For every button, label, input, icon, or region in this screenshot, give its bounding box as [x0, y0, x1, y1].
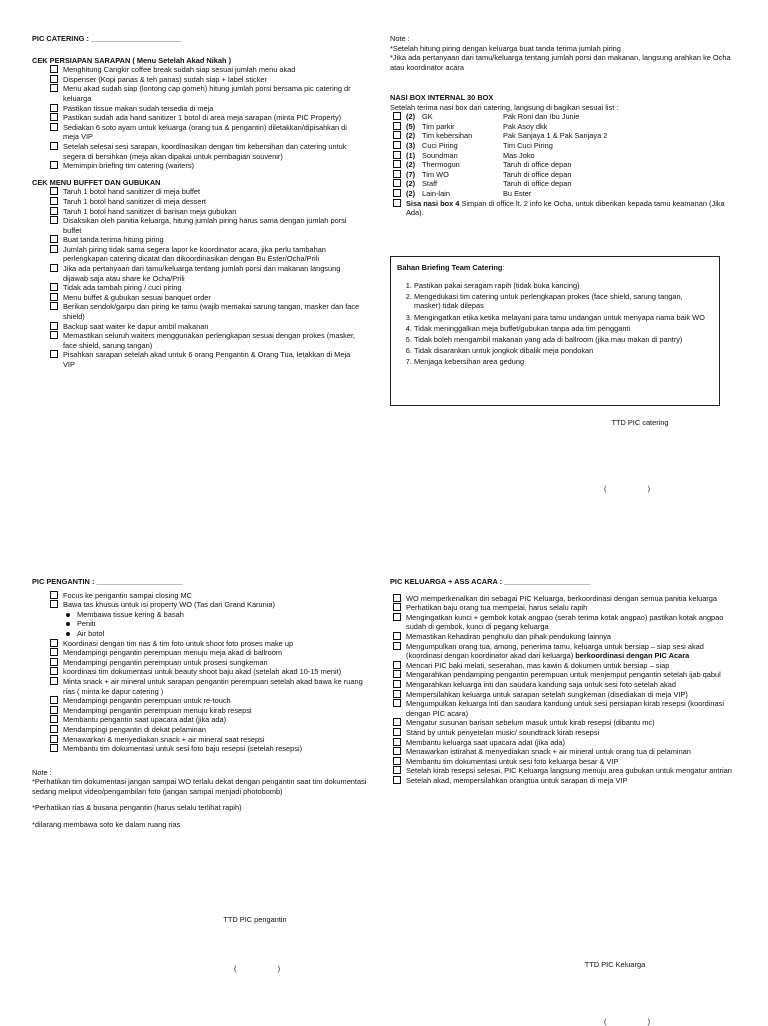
list-item: [393, 632, 735, 642]
list-item: [393, 757, 735, 767]
checkbox-icon: [50, 658, 58, 666]
list-item: [50, 75, 362, 85]
list-item-text: Minta snack + air mineral untuk sarapan pengantin perempuan setelah akad bawa ke ruang rias ( minta ke dapur catering ): [63, 676, 363, 696]
list-item-text: Mengatur susunan barisan sebelum masuk untuk kirab resepsi (dibantu mc): [406, 718, 655, 728]
list-item-text: Mempersilahkan keluarga untuk sarapan setelah sungkeman (disediakan di meja VIP): [406, 689, 688, 699]
checkbox-icon: [50, 75, 58, 83]
list-item-text: Taruh 1 botol hand sanitizer di meja buffet: [63, 187, 201, 197]
checkbox-icon: [50, 639, 58, 647]
list-item: [393, 670, 735, 680]
list-item: [393, 728, 735, 738]
nasi-row: [393, 141, 735, 151]
sub-list-item-text: Air botol: [77, 628, 105, 638]
nasi-recipient: GK: [422, 112, 433, 122]
checkbox-icon: [50, 696, 58, 704]
nasi-box-title: NASI BOX INTERNAL 30 BOX: [390, 93, 494, 102]
list-item: [50, 667, 367, 677]
sub-list-item: [64, 619, 367, 629]
list-item: [393, 747, 735, 757]
ttd-catering-paren: [560, 474, 690, 493]
nasi-row: [393, 170, 735, 180]
nasi-pic: Tim Cuci Piring: [503, 140, 553, 150]
nasi-count: (5): [406, 121, 416, 131]
nasi-box-section: [390, 93, 735, 218]
sub-list-item: [64, 629, 367, 639]
sub-list-item-text: Membawa tissue kering & basah: [77, 609, 184, 619]
checkbox-icon: [50, 207, 58, 215]
list-item-text: Membantu tim dokumentasi untuk sesi foto keluarga besar & VIP: [406, 756, 619, 766]
list-item: [50, 331, 362, 350]
list-item: [50, 639, 367, 649]
list-item: [50, 706, 367, 716]
ttd-catering: [560, 418, 720, 428]
list-item: [50, 142, 362, 161]
checkbox-icon: [50, 197, 58, 205]
list-item-text: Tidak ada tambah piring / cuci piring: [63, 283, 182, 293]
list-item-text: Mengarahkan keluarga inti dan saudara kandung saja untuk sesi foto setelah akad: [406, 679, 676, 689]
list-item-text: Memastikan kehadiran penghulu dan pihak pendukung lainnya: [406, 631, 612, 641]
list-item-text: Memimpin briefing tim catering (waiters): [63, 161, 195, 171]
list-item: [50, 104, 362, 114]
checkbox-icon: [50, 591, 58, 599]
list-item-text: Menu buffet & gubukan sesuai banquet order: [63, 292, 211, 302]
checkbox-icon: [393, 738, 401, 746]
list-item: [393, 699, 735, 718]
bullet-icon: [66, 613, 70, 617]
list-item-text: Mendampingi pengantin perempuan menuju kirab resepsi: [63, 705, 252, 715]
nasi-count: (2): [406, 160, 416, 170]
list-item-text: Mendampingi pengantin perempuan untuk prosesi sungkeman: [63, 657, 268, 667]
nasi-row: [393, 151, 735, 161]
checkbox-icon: [50, 283, 58, 291]
pic-keluarga-section: [390, 577, 735, 785]
briefing-colon: :: [502, 263, 505, 272]
nasi-recipient: Soundman: [422, 150, 458, 160]
checkbox-icon: [50, 302, 58, 310]
pengantin-note: *Perhatikan tim dokumentasi jangan sampai WO terlalu dekat dengan pengantin saat tim dokumentasi sedang meliput video/pengambilan foto (jangan sampai menjadi photobomb): [32, 777, 367, 796]
checkbox-icon: [50, 235, 58, 243]
briefing-item: 2. Mengedukasi tim catering untuk perlengkapan prokes (face shield, sarung tangan, masker) tidak dilepas: [414, 292, 711, 311]
checkbox-icon: [393, 718, 401, 726]
checkbox-icon: [393, 122, 401, 130]
list-item: [50, 658, 367, 668]
nasi-recipient: Thermogun: [422, 160, 460, 170]
briefing-item: 4. Tidak meninggalkan meja buffet/gubukan tanpa ada tim pengganti: [414, 324, 711, 334]
list-item-text: Focus ke pengantin sampai closing MC: [63, 590, 192, 600]
list-item: [50, 123, 362, 142]
pic-pengantin-section: [32, 577, 367, 830]
list-item: [393, 603, 735, 613]
pic-catering-title: PIC CATERING : ______________________: [32, 34, 182, 43]
checkbox-icon: [50, 123, 58, 131]
checkbox-icon: [50, 706, 58, 714]
list-item-text: Dispenser (Kopi panas & teh panas) sudah siap + label sticker: [63, 74, 267, 84]
list-item: [393, 613, 735, 632]
list-item-text: Setelah kirab resepsi selesai, PIC Keluarga langsung menuju area gubukan untuk mengatur antrian: [406, 766, 732, 776]
nasi-pic: Bu Ester: [503, 188, 532, 198]
checkbox-icon: [393, 680, 401, 688]
list-item: [50, 113, 362, 123]
ttd-keluarga: [560, 960, 670, 970]
list-item-text: Stand by untuk penyetelan music/ soundtrack kirab resepsi: [406, 727, 600, 737]
checkbox-icon: [393, 632, 401, 640]
list-item-text: Setelah selesai sesi sarapan, koordinasikan dengan tim kebersihan dan catering untuk segera di bersihkan (meja akan dipakai untuk pembagian souvenir): [63, 141, 347, 161]
nasi-row: [393, 179, 735, 189]
checkbox-icon: [50, 725, 58, 733]
checkbox-icon: [50, 65, 58, 73]
keluarga-checklist: [390, 594, 735, 786]
ttd-pengantin-label: TTD PIC pengantin: [223, 915, 287, 924]
checkbox-icon: [50, 113, 58, 121]
buffet-checklist: [32, 187, 362, 369]
briefing-item: 5. Tidak boleh mengambil makanan yang ada di ballroom (jika mau makan di pantry): [414, 335, 711, 345]
tas-contents-list: [32, 610, 367, 639]
list-item: [50, 207, 362, 217]
sarapan-checklist: [32, 65, 362, 171]
checkbox-icon: [393, 151, 401, 159]
list-item: [393, 642, 735, 661]
pengantin-checklist: [32, 591, 367, 610]
list-item: [50, 264, 362, 283]
briefing-item: 1. Pastikan pakai seragam rapih (tidak buka kancing): [414, 281, 711, 291]
list-item: [393, 738, 735, 748]
list-item: [393, 766, 735, 776]
bullet-icon: [66, 632, 70, 636]
sub-list-item-text: Peniti: [77, 619, 96, 629]
nasi-pic: Pak Asoy dkk: [503, 121, 548, 131]
checkbox-icon: [393, 757, 401, 765]
list-item: [50, 197, 362, 207]
checkbox-icon: [393, 766, 401, 774]
checkbox-icon: [393, 690, 401, 698]
list-item: [50, 293, 362, 303]
list-item-text: Jika ada pertanyaan dari tamu/keluarga tentang jumlah porsi dan makanan langsung dijawab saja atau share ke Ocha/Prili: [63, 264, 341, 283]
list-item-text: Pastikan tissue makan sudah tersedia di meja: [63, 103, 214, 113]
checkbox-icon: [50, 677, 58, 685]
checkbox-icon: [393, 189, 401, 197]
ttd-pengantin: [195, 915, 315, 925]
nasi-count: (2): [406, 188, 416, 198]
list-item: [50, 715, 367, 725]
list-item-text: Mengarahkan pendamping pengantin perempuan untuk menjemput pengantin setelah ijab qabul: [406, 670, 721, 680]
list-item-text: Koordinasi dengan tim rias & tim foto untuk shoot foto proses make up: [63, 638, 294, 648]
checkbox-icon: [50, 104, 58, 112]
list-item-text: WO memperkenalkan diri sebagai PIC Keluarga, berkoordinasi dengan semua panitia keluarga: [406, 593, 717, 603]
list-item: [393, 594, 735, 604]
list-item-text: Pisahkan sarapan setelah akad untuk 6 orang Pengantin & Orang Tua, letakkan di Meja VIP: [63, 350, 351, 369]
checkbox-icon: [393, 603, 401, 611]
nasi-pic: Taruh di office depan: [503, 179, 572, 189]
checkbox-icon: [393, 199, 401, 207]
signature-blank: ( ): [234, 963, 281, 973]
list-item: [50, 245, 362, 264]
list-item-text: Mengingatkan kunci + gembok kotak angpao (serah terima kotak angpao) pastikan kotak angpao sudah di gembok, kunci di pegang keluarga: [406, 612, 724, 632]
checkbox-icon: [50, 142, 58, 150]
list-item-text: Berikan sendok/garpu dan piring ke tamu (wajib memakai sarung tangan, masker dan face shield): [63, 302, 360, 322]
list-item: [50, 84, 362, 103]
nasi-recipient: Lain-lain: [422, 188, 450, 198]
nasi-pic: Taruh di office depan: [503, 160, 572, 170]
checkbox-icon: [393, 613, 401, 621]
sub-list-item: [64, 610, 367, 620]
list-item-text: Perhatikan baju orang tua mempelai, harus selalu rapih: [406, 603, 588, 613]
list-item: [393, 661, 735, 671]
nasi-pic: Pak Roni dan Ibu Junie: [503, 112, 580, 122]
list-item-bold: berkoordinasi dengan PIC Acara: [575, 651, 690, 661]
checkbox-icon: [50, 667, 58, 675]
buffet-heading: CEK MENU BUFFET DAN GUBUKAN: [32, 177, 161, 187]
checkbox-icon: [50, 245, 58, 253]
nasi-pic: Taruh di office depan: [503, 169, 572, 179]
list-item-text: Buat tanda terima hitung piring: [63, 235, 164, 245]
checkbox-icon: [393, 728, 401, 736]
list-item-text: Membantu pengantin saat upacara adat (jika ada): [63, 715, 227, 725]
briefing-item: 7. Menjaga kebersihan area gedung: [414, 357, 711, 367]
briefing-item: 3. Mengingatkan etika ketika melayani para tamu undangan untuk menyapa nama baik WO: [414, 313, 711, 323]
signature-blank: ( ): [604, 1016, 651, 1026]
checkbox-icon: [50, 600, 58, 608]
list-item-text: Pastikan sudah ada hand sanitizer 1 botol di area meja sarapan (minta PIC Property): [63, 113, 342, 123]
nasi-pic: Pak Sanjaya 1 & Pak Sanjaya 2: [503, 131, 608, 141]
checkbox-icon: [393, 131, 401, 139]
checkbox-icon: [393, 747, 401, 755]
pic-catering-section: [32, 34, 362, 370]
checkbox-icon: [393, 170, 401, 178]
note-top-line: *Setelah hitung piring dengan keluarga buat tanda terima jumlah piring: [390, 43, 621, 53]
pengantin-checklist-cont: [32, 639, 367, 754]
list-item-text: Membantu tim dokumentasi untuk sesi foto baju resepsi (setelah resepsi): [63, 744, 303, 754]
list-item: [50, 725, 367, 735]
checkbox-icon: [393, 594, 401, 602]
checkbox-icon: [50, 331, 58, 339]
checkbox-icon: [393, 179, 401, 187]
pic-keluarga-title: PIC KELUARGA + ASS ACARA : _____________________: [390, 577, 591, 586]
list-item-text: Menghitung Cangkir coffee break sudah siap sesuai jumlah menu akad: [63, 65, 296, 75]
list-item: [393, 690, 735, 700]
sisa-count: Sisa nasi box 4: [406, 198, 460, 208]
list-item: [50, 161, 362, 171]
nasi-count: (7): [406, 169, 416, 179]
pic-pengantin-title: PIC PENGANTIN : _____________________: [32, 577, 183, 586]
checkbox-icon: [50, 264, 58, 272]
list-item: [50, 322, 362, 332]
nasi-count: (2): [406, 131, 416, 141]
nasi-count: (3): [406, 140, 416, 150]
checkbox-icon: [50, 322, 58, 330]
checkbox-icon: [50, 84, 58, 92]
nasi-row: [393, 131, 735, 141]
list-item: [50, 600, 367, 610]
ttd-keluarga-label: TTD PIC Keluarga: [584, 960, 646, 969]
list-item-text: Menawarkan istirahat & menyediakan snack + air mineral untuk orang tua di pelaminan: [406, 747, 691, 757]
pengantin-note: *Perhatikan rias & busana pengantin (harus selalu terlihat rapih): [32, 803, 242, 813]
list-item-text: Taruh 1 botol hand sanitizer di meja dessert: [63, 196, 206, 206]
list-item: [393, 680, 735, 690]
list-item-text: Disaksikan oleh panitia keluarga, hitung jumlah piring harus sama dengan jumlah porsi buffet: [63, 216, 347, 235]
list-item: [50, 235, 362, 245]
checkbox-icon: [393, 160, 401, 168]
list-item: [50, 677, 367, 696]
list-item: [50, 735, 367, 745]
ttd-pengantin-paren: [195, 954, 315, 973]
nasi-recipient: Tim kebersihan: [422, 131, 473, 141]
checkbox-icon: [50, 187, 58, 195]
list-item: [50, 216, 362, 235]
list-item-text: Setelah akad, mempersilahkan orangtua untuk sarapan di meja VIP: [406, 775, 628, 785]
list-item: [50, 187, 362, 197]
nasi-recipient: Cuci Piring: [422, 140, 458, 150]
briefing-list: [397, 281, 711, 367]
list-item-text: Mendampingi pengantin perempuan untuk re-touch: [63, 696, 231, 706]
list-item-text: Menawarkan & menyediakan snack + air mineral saat resepsi: [63, 734, 265, 744]
briefing-heading: [397, 263, 711, 273]
list-item-text: Mendampingi pengantin perempuan menuju meja akad di ballroom: [63, 648, 282, 658]
list-item-text: Mengumpulkan keluarga inti dan saudara kandung untuk sesi persiapan kirab resepsi (koordinasi dengan PIC acara): [406, 699, 724, 718]
briefing-title: Bahan Briefing Team Catering: [397, 263, 503, 272]
nasi-count: (1): [406, 150, 416, 160]
list-item: [50, 302, 362, 321]
list-item-text: Jumlah piring tidak sama segera lapor ke koordinator acara, jika perlu tambahan perlengkapan catering dicatat dan dikoordinasikan dengan Bu Ester/Ocha/Prili: [63, 244, 326, 264]
nasi-row: [393, 112, 735, 122]
checkbox-icon: [50, 161, 58, 169]
nasi-box-intro: Setelah terima nasi box dari catering, langsung di bagikan sesuai list :: [390, 102, 619, 112]
list-item-text: Memastikan seluruh waiters menggunakan perlengkapan sesuai dengan prokes (masker, face shield, sarung tangan): [63, 331, 356, 350]
bullet-icon: [66, 622, 70, 626]
checkbox-icon: [50, 648, 58, 656]
list-item-text: Menu akad sudah siap (lontong cap gomeh) hitung jumlah porsi bersama pic catering dr keluarga: [63, 84, 351, 103]
checkbox-icon: [393, 112, 401, 120]
list-item-text: Backup saat waiter ke dapur ambil makanan: [63, 321, 209, 331]
nasi-count: (2): [406, 112, 416, 122]
pengantin-note: *dilarang membawa soto ke dalam ruang rias: [32, 820, 181, 830]
note-top: [390, 34, 735, 72]
nasi-box-sisa: [390, 199, 735, 218]
list-item: [393, 718, 735, 728]
ttd-keluarga-paren: [560, 1007, 690, 1026]
list-item: [50, 65, 362, 75]
list-item: [393, 776, 735, 786]
nasi-recipient: Tim parkir: [422, 121, 455, 131]
list-item-text: Membantu keluarga saat upacara adat (jika ada): [406, 737, 565, 747]
list-item: [50, 648, 367, 658]
list-item-text: Mengumpulkan orang tua, among, penerima tamu, keluarga untuk bersiap – siap sesi akad (koordinasi dengan koordinator akad dari keluarga): [406, 641, 704, 661]
nasi-box-list: [390, 112, 735, 198]
checkbox-icon: [393, 141, 401, 149]
checkbox-icon: [50, 216, 58, 224]
briefing-item: 6. Tidak disarankan untuk jongkok dibalik meja pondokan: [414, 346, 711, 356]
nasi-recipient: Tim WO: [422, 169, 449, 179]
note-top-line: *Jika ada pertanyaan dari tamu/keluarga tentang jumlah porsi dan makanan, langsung arahkan ke Ocha atau koordinator acara: [390, 53, 731, 72]
checkbox-icon: [50, 293, 58, 301]
sarapan-heading: CEK PERSIAPAN SARAPAN ( Menu Setelah Akad Nikah ): [32, 55, 232, 65]
pengantin-note-label: Note :: [32, 767, 52, 777]
list-item-text: koordinasi tim dokumentasi untuk beauty shoot baju akad (setelah akad 10-15 menit): [63, 667, 342, 677]
nasi-count: (2): [406, 179, 416, 189]
list-item: [50, 696, 367, 706]
list-item-text: Mencari PIC baki melati, seserahan, mas kawin & dokumen untuk bersiap – siap: [406, 660, 670, 670]
sisa-text: Simpan di office lt. 2 info ke Ocha, untuk diberikan kepada tamu keamanan (Jika Ada).: [406, 198, 725, 218]
checkbox-icon: [50, 735, 58, 743]
list-item: [50, 591, 367, 601]
list-item: [50, 350, 362, 369]
nasi-row: [393, 189, 735, 199]
checkbox-icon: [393, 699, 401, 707]
list-item-text: Taruh 1 botol hand sanitizer di barisan meja gubukan: [63, 206, 237, 216]
nasi-row: [393, 160, 735, 170]
checkbox-icon: [50, 350, 58, 358]
checkbox-icon: [50, 744, 58, 752]
list-item-text: Bawa tas khusus untuk isi property WO (Tas dari Grand Karunia): [63, 600, 275, 610]
briefing-box: [390, 256, 720, 406]
signature-blank: ( ): [604, 483, 651, 493]
nasi-recipient: Staff: [422, 179, 438, 189]
ttd-catering-label: TTD PIC catering: [611, 418, 669, 427]
checkbox-icon: [393, 642, 401, 650]
list-item: [50, 744, 367, 754]
list-item: [393, 199, 735, 218]
checkbox-icon: [393, 776, 401, 784]
checkbox-icon: [393, 670, 401, 678]
list-item-text: Mendampingi pengantin di dekat pelaminan: [63, 724, 206, 734]
checkbox-icon: [393, 661, 401, 669]
note-top-label: Note :: [390, 34, 410, 43]
nasi-row: [393, 122, 735, 132]
list-item: [50, 283, 362, 293]
list-item-text: Sediakan 6 soto ayam untuk keluarga (orang tua & pengantin) diletakkan/dipisahkan di meja VIP: [63, 122, 347, 142]
nasi-pic: Mas Joko: [503, 150, 535, 160]
checkbox-icon: [50, 715, 58, 723]
